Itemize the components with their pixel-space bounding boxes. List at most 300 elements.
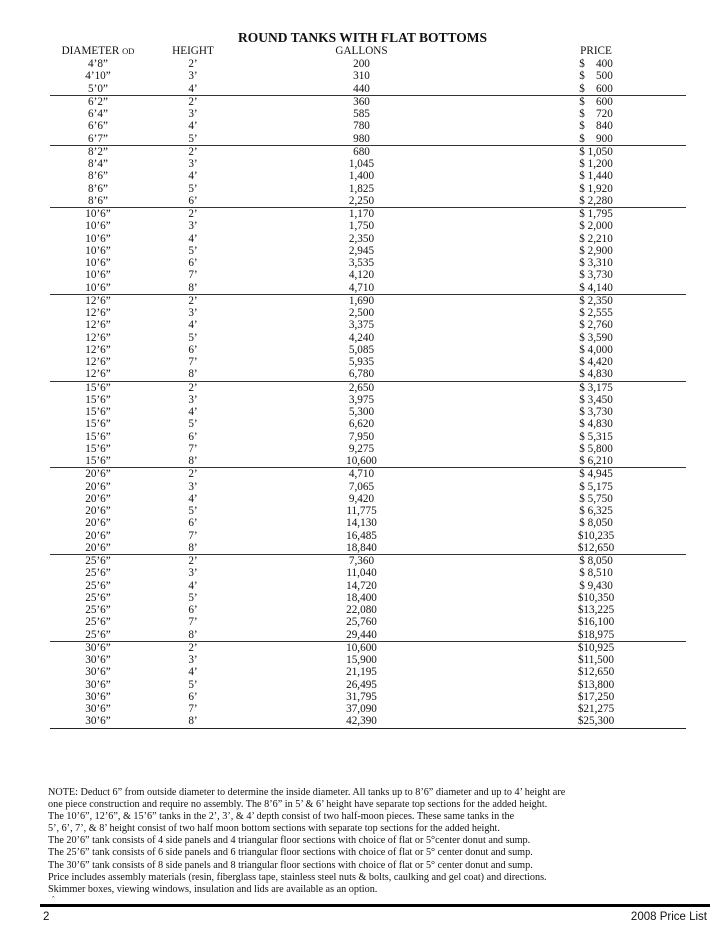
cell-diameter: 6’7” bbox=[88, 132, 108, 145]
cell-height: 8’ bbox=[188, 541, 198, 554]
cell-diameter: 20’6” bbox=[85, 492, 111, 505]
notes-section bbox=[48, 787, 688, 896]
cell-diameter: 8’6” bbox=[88, 182, 108, 195]
cell-price: $ 840 bbox=[579, 120, 613, 133]
cell-height: 4’ bbox=[188, 82, 198, 95]
cell-gallons: 4,710 bbox=[348, 468, 375, 481]
note-line: The 25’6” tank consists of 6 side panels and 6 triangular floor sections with choice of flat or 5° center donut and sump. bbox=[48, 847, 533, 859]
table-row bbox=[50, 654, 686, 666]
cell-gallons: 16,485 bbox=[346, 529, 377, 542]
cell-height: 3’ bbox=[188, 220, 198, 233]
cell-diameter: 10’6” bbox=[85, 257, 111, 269]
cell-height: 2’ bbox=[188, 555, 198, 567]
cell-height: 2’ bbox=[188, 208, 198, 220]
cell-price: $ 6,210 bbox=[579, 455, 613, 467]
cell-diameter: 30’6” bbox=[85, 690, 111, 703]
table-row bbox=[50, 616, 686, 628]
table-row bbox=[50, 691, 686, 703]
cell-gallons: 31,795 bbox=[346, 690, 377, 703]
cell-price: $18,975 bbox=[577, 628, 615, 641]
cell-price: $ 2,555 bbox=[579, 307, 613, 319]
cell-height: 2’ bbox=[188, 468, 198, 481]
cell-diameter: 25’6” bbox=[85, 579, 111, 592]
cell-height: 3’ bbox=[188, 654, 198, 666]
cell-gallons: 2,650 bbox=[348, 381, 375, 394]
cell-price: $ 1,200 bbox=[579, 158, 613, 170]
cell-gallons: 1,690 bbox=[348, 294, 375, 307]
table-group bbox=[50, 146, 686, 208]
cell-gallons: 360 bbox=[353, 95, 370, 108]
cell-height: 2’ bbox=[188, 58, 198, 70]
cell-diameter: 15’6” bbox=[85, 430, 111, 443]
cell-gallons: 6,780 bbox=[348, 368, 375, 381]
table-row bbox=[50, 344, 686, 356]
cell-price: $ 4,420 bbox=[579, 356, 613, 368]
cell-diameter: 12’6” bbox=[85, 356, 111, 368]
table-row bbox=[50, 382, 686, 394]
cell-gallons: 980 bbox=[353, 132, 370, 145]
cell-price: $ 5,800 bbox=[579, 442, 613, 455]
cell-height: 4’ bbox=[188, 319, 198, 332]
cell-gallons: 5,300 bbox=[348, 406, 375, 418]
table-row bbox=[50, 146, 686, 158]
cell-height: 7’ bbox=[188, 269, 198, 282]
cell-height: 7’ bbox=[188, 442, 198, 455]
cell-gallons: 14,720 bbox=[346, 579, 377, 592]
cell-diameter: 15’6” bbox=[85, 442, 111, 455]
cell-price: $12,650 bbox=[577, 666, 615, 679]
footer-title: 2008 Price List bbox=[630, 911, 707, 923]
cell-height: 7’ bbox=[188, 703, 198, 715]
cell-gallons: 5,935 bbox=[348, 356, 375, 368]
cell-diameter: 10’6” bbox=[85, 220, 111, 233]
cell-height: 6’ bbox=[188, 690, 198, 703]
cell-price: $ 1,920 bbox=[579, 182, 613, 195]
cell-price: $ 4,000 bbox=[579, 343, 613, 356]
cell-gallons: 4,120 bbox=[348, 269, 375, 282]
cell-price: $ 1,795 bbox=[579, 208, 613, 220]
table-row bbox=[50, 493, 686, 505]
header-diameter bbox=[50, 45, 146, 58]
stray-mark: ˆ bbox=[52, 895, 55, 904]
cell-diameter: 25’6” bbox=[85, 616, 111, 629]
cell-gallons: 310 bbox=[353, 70, 370, 83]
cell-price: $17,250 bbox=[577, 690, 615, 703]
cell-gallons: 29,440 bbox=[346, 628, 377, 641]
note-line: The 10’6”, 12’6”, & 15’6” tanks in the 2’, 3’, & 4’ depth consist of two half-moon pieces. These same tanks in the bbox=[48, 811, 515, 823]
table-group bbox=[50, 295, 686, 382]
cell-gallons: 585 bbox=[353, 108, 370, 120]
cell-diameter: 30’6” bbox=[85, 666, 111, 679]
table-group bbox=[50, 96, 686, 146]
cell-price: $ 5,750 bbox=[579, 492, 613, 505]
cell-gallons: 9,420 bbox=[348, 492, 375, 505]
cell-gallons: 200 bbox=[353, 58, 370, 70]
cell-price: $ 2,760 bbox=[579, 319, 613, 332]
cell-price: $ 3,310 bbox=[579, 257, 613, 269]
table-row bbox=[50, 208, 686, 220]
table-row bbox=[50, 133, 686, 145]
table-row bbox=[50, 183, 686, 195]
cell-gallons: 10,600 bbox=[346, 641, 377, 654]
cell-height: 4’ bbox=[188, 232, 198, 245]
cell-price: $ 600 bbox=[579, 82, 613, 95]
table-row bbox=[50, 319, 686, 331]
cell-gallons: 1,045 bbox=[348, 158, 375, 170]
table-group bbox=[50, 382, 686, 469]
table-row bbox=[50, 679, 686, 691]
cell-price: $ 2,280 bbox=[579, 194, 613, 207]
cell-price: $ 9,430 bbox=[579, 579, 613, 592]
cell-height: 3’ bbox=[188, 158, 198, 170]
table-row bbox=[50, 58, 686, 70]
table-row bbox=[50, 245, 686, 257]
table-row bbox=[50, 468, 686, 480]
cell-diameter: 15’6” bbox=[85, 418, 111, 431]
cell-diameter: 5’0” bbox=[88, 82, 108, 95]
cell-diameter: 30’6” bbox=[85, 678, 111, 691]
cell-price: $ 3,590 bbox=[579, 331, 613, 344]
cell-height: 7’ bbox=[188, 529, 198, 542]
table-body bbox=[50, 58, 686, 729]
table-group bbox=[50, 58, 686, 96]
cell-height: 4’ bbox=[188, 120, 198, 133]
cell-price: $25,300 bbox=[577, 715, 615, 728]
note-line: 5’, 6’, 7’, & 8’ height consist of two half moon bottom sections with separate top sections for the added height. bbox=[48, 823, 500, 835]
cell-gallons: 25,760 bbox=[346, 616, 377, 629]
table-row bbox=[50, 703, 686, 715]
cell-diameter: 25’6” bbox=[85, 591, 111, 604]
table-row bbox=[50, 332, 686, 344]
cell-height: 3’ bbox=[188, 567, 198, 580]
cell-height: 8’ bbox=[188, 281, 198, 294]
cell-height: 4’ bbox=[188, 170, 198, 183]
table-row bbox=[50, 70, 686, 82]
cell-diameter: 15’6” bbox=[85, 455, 111, 467]
cell-gallons: 9,275 bbox=[348, 442, 375, 455]
table-row bbox=[50, 282, 686, 294]
cell-height: 6’ bbox=[188, 430, 198, 443]
cell-diameter: 25’6” bbox=[85, 628, 111, 641]
cell-height: 8’ bbox=[188, 715, 198, 728]
cell-gallons: 11,775 bbox=[346, 505, 377, 517]
note-line: one piece construction and require no assembly. The 8’6” in 5’ & 6’ height have separate top sections for the added height. bbox=[48, 799, 548, 811]
cell-diameter: 12’6” bbox=[85, 368, 111, 381]
cell-gallons: 18,840 bbox=[346, 541, 377, 554]
cell-height: 5’ bbox=[188, 132, 198, 145]
cell-price: $ 1,440 bbox=[579, 170, 613, 183]
cell-height: 4’ bbox=[188, 406, 198, 418]
cell-price: $ 2,210 bbox=[579, 232, 613, 245]
table-group bbox=[50, 555, 686, 642]
cell-gallons: 10,600 bbox=[346, 455, 377, 467]
cell-diameter: 15’6” bbox=[85, 381, 111, 394]
cell-gallons: 2,945 bbox=[348, 244, 375, 257]
cell-diameter: 20’6” bbox=[85, 505, 111, 517]
cell-gallons: 680 bbox=[353, 145, 370, 158]
cell-gallons: 21,195 bbox=[346, 666, 377, 679]
table-row bbox=[50, 108, 686, 120]
cell-price: $ 720 bbox=[579, 108, 613, 120]
cell-height: 2’ bbox=[188, 294, 198, 307]
cell-price: $ 2,000 bbox=[579, 220, 613, 233]
cell-gallons: 3,375 bbox=[348, 319, 375, 332]
cell-diameter: 20’6” bbox=[85, 468, 111, 481]
table-row bbox=[50, 542, 686, 554]
cell-price: $ 8,510 bbox=[579, 567, 613, 580]
table-group bbox=[50, 468, 686, 555]
cell-price: $10,925 bbox=[577, 641, 615, 654]
cell-height: 6’ bbox=[188, 194, 198, 207]
cell-gallons: 2,350 bbox=[348, 232, 375, 245]
header-diameter-suffix: OD bbox=[122, 46, 135, 56]
cell-height: 3’ bbox=[188, 307, 198, 319]
cell-diameter: 25’6” bbox=[85, 567, 111, 580]
cell-height: 4’ bbox=[188, 492, 198, 505]
cell-price: $ 3,450 bbox=[579, 393, 613, 406]
table-row bbox=[50, 368, 686, 380]
note-line: NOTE: Deduct 6” from outside diameter to determine the inside diameter. All tanks up to 8’6” diameter and up to 4’ height are bbox=[48, 787, 566, 798]
cell-price: $ 1,050 bbox=[579, 145, 613, 158]
cell-gallons: 6,620 bbox=[348, 418, 375, 431]
table-header bbox=[50, 45, 686, 58]
cell-height: 3’ bbox=[188, 70, 198, 83]
cell-height: 8’ bbox=[188, 368, 198, 381]
cell-gallons: 4,240 bbox=[348, 331, 375, 344]
note-line: Skimmer boxes, viewing windows, insulation and lids are available as an option. bbox=[48, 883, 378, 895]
page-title: ROUND TANKS WITH FLAT BOTTOMS bbox=[237, 30, 488, 45]
cell-diameter: 6’4” bbox=[88, 108, 108, 120]
table-row bbox=[50, 629, 686, 641]
cell-height: 6’ bbox=[188, 517, 198, 530]
cell-diameter: 10’6” bbox=[85, 281, 111, 294]
cell-height: 2’ bbox=[188, 95, 198, 108]
cell-diameter: 6’2” bbox=[88, 95, 108, 108]
cell-diameter: 10’6” bbox=[85, 244, 111, 257]
cell-diameter: 12’6” bbox=[85, 294, 111, 307]
cell-diameter: 25’6” bbox=[85, 604, 111, 616]
cell-price: $13,800 bbox=[577, 678, 615, 691]
cell-price: $ 3,175 bbox=[579, 381, 613, 394]
cell-height: 4’ bbox=[188, 579, 198, 592]
cell-gallons: 2,500 bbox=[348, 307, 375, 319]
cell-price: $ 8,050 bbox=[579, 517, 613, 530]
table-row bbox=[50, 530, 686, 542]
cell-diameter: 15’6” bbox=[85, 406, 111, 418]
cell-diameter: 12’6” bbox=[85, 331, 111, 344]
table-row bbox=[50, 580, 686, 592]
cell-gallons: 2,250 bbox=[348, 194, 375, 207]
cell-gallons: 14,130 bbox=[346, 517, 377, 530]
table-row bbox=[50, 555, 686, 567]
cell-diameter: 8’6” bbox=[88, 170, 108, 183]
cell-diameter: 8’6” bbox=[88, 194, 108, 207]
table-group bbox=[50, 642, 686, 729]
cell-gallons: 1,750 bbox=[348, 220, 375, 233]
cell-gallons: 15,900 bbox=[346, 654, 377, 666]
cell-diameter: 20’6” bbox=[85, 541, 111, 554]
cell-height: 5’ bbox=[188, 182, 198, 195]
table-row bbox=[50, 406, 686, 418]
cell-price: $ 5,175 bbox=[579, 480, 613, 493]
cell-diameter: 8’2” bbox=[88, 145, 108, 158]
cell-diameter: 6’6” bbox=[88, 120, 108, 133]
cell-diameter: 15’6” bbox=[85, 393, 111, 406]
cell-height: 3’ bbox=[188, 108, 198, 120]
note-line: The 20’6” tank consists of 4 side panels and 4 triangular floor sections with choice of flat or 5°center donut and sump. bbox=[48, 835, 531, 847]
cell-price: $ 2,350 bbox=[579, 294, 613, 307]
table-row bbox=[50, 505, 686, 517]
cell-price: $ 8,050 bbox=[579, 555, 613, 567]
cell-gallons: 7,360 bbox=[348, 555, 375, 567]
header-gallons: GALLONS bbox=[335, 45, 388, 57]
price-table bbox=[50, 45, 686, 729]
cell-height: 6’ bbox=[188, 257, 198, 269]
cell-price: $ 400 bbox=[579, 58, 613, 70]
table-group bbox=[50, 208, 686, 295]
table-row bbox=[50, 394, 686, 406]
table-row bbox=[50, 567, 686, 579]
cell-price: $ 4,945 bbox=[579, 468, 613, 481]
table-row bbox=[50, 666, 686, 678]
table-row bbox=[50, 481, 686, 493]
header-height: HEIGHT bbox=[172, 45, 214, 57]
header-price: PRICE bbox=[580, 45, 612, 57]
cell-gallons: 42,390 bbox=[346, 715, 377, 728]
footer-divider bbox=[40, 904, 710, 907]
cell-height: 8’ bbox=[188, 628, 198, 641]
cell-diameter: 4’10” bbox=[85, 70, 111, 83]
cell-diameter: 4’8” bbox=[88, 58, 108, 70]
table-row bbox=[50, 295, 686, 307]
cell-diameter: 20’6” bbox=[85, 480, 111, 493]
cell-gallons: 37,090 bbox=[346, 703, 377, 715]
cell-price: $10,235 bbox=[577, 529, 615, 542]
cell-price: $ 500 bbox=[579, 70, 613, 83]
cell-diameter: 8’4” bbox=[88, 158, 108, 170]
cell-price: $ 2,900 bbox=[579, 244, 613, 257]
table-row bbox=[50, 592, 686, 604]
note-line: The 30’6” tank consists of 8 side panels and 8 triangular floor sections with choice of flat or 5° center donut and sump. bbox=[48, 859, 533, 871]
table-row bbox=[50, 715, 686, 727]
cell-height: 5’ bbox=[188, 505, 198, 517]
cell-price: $ 4,140 bbox=[579, 281, 613, 294]
cell-price: $ 3,730 bbox=[579, 406, 613, 418]
cell-gallons: 7,065 bbox=[348, 480, 375, 493]
cell-gallons: 22,080 bbox=[346, 604, 377, 616]
table-row bbox=[50, 356, 686, 368]
cell-gallons: 18,400 bbox=[346, 591, 377, 604]
cell-diameter: 10’6” bbox=[85, 208, 111, 220]
cell-gallons: 11,040 bbox=[346, 567, 377, 580]
cell-diameter: 10’6” bbox=[85, 232, 111, 245]
table-row bbox=[50, 517, 686, 529]
cell-height: 5’ bbox=[188, 331, 198, 344]
cell-height: 7’ bbox=[188, 616, 198, 629]
cell-gallons: 3,975 bbox=[348, 393, 375, 406]
table-row bbox=[50, 642, 686, 654]
cell-price: $13,225 bbox=[577, 604, 615, 616]
table-row bbox=[50, 195, 686, 207]
cell-price: $12,650 bbox=[577, 541, 615, 554]
cell-height: 6’ bbox=[188, 604, 198, 616]
cell-price: $ 4,830 bbox=[579, 368, 613, 381]
cell-diameter: 10’6” bbox=[85, 269, 111, 282]
cell-height: 5’ bbox=[188, 591, 198, 604]
cell-gallons: 26,495 bbox=[346, 678, 377, 691]
cell-gallons: 7,950 bbox=[348, 430, 375, 443]
cell-price: $ 4,830 bbox=[579, 418, 613, 431]
cell-height: 2’ bbox=[188, 381, 198, 394]
table-row bbox=[50, 418, 686, 430]
cell-gallons: 1,170 bbox=[348, 208, 375, 220]
cell-gallons: 3,535 bbox=[348, 257, 375, 269]
table-row bbox=[50, 158, 686, 170]
cell-price: $ 5,315 bbox=[579, 430, 613, 443]
table-row bbox=[50, 431, 686, 443]
cell-gallons: 780 bbox=[353, 120, 370, 133]
header-diameter-label: DIAMETER bbox=[61, 45, 120, 57]
table-row bbox=[50, 455, 686, 467]
table-row bbox=[50, 96, 686, 108]
cell-height: 8’ bbox=[188, 455, 198, 467]
cell-price: $11,500 bbox=[578, 654, 614, 666]
cell-height: 3’ bbox=[188, 393, 198, 406]
cell-diameter: 30’6” bbox=[85, 641, 111, 654]
table-row bbox=[50, 120, 686, 132]
cell-gallons: 1,400 bbox=[348, 170, 375, 183]
cell-height: 5’ bbox=[188, 418, 198, 431]
cell-diameter: 30’6” bbox=[85, 703, 111, 715]
cell-height: 6’ bbox=[188, 343, 198, 356]
cell-gallons: 5,085 bbox=[348, 343, 375, 356]
table-row bbox=[50, 170, 686, 182]
cell-price: $ 900 bbox=[579, 132, 613, 145]
table-row bbox=[50, 83, 686, 95]
cell-height: 5’ bbox=[188, 678, 198, 691]
cell-price: $21,275 bbox=[577, 703, 615, 715]
cell-diameter: 12’6” bbox=[85, 319, 111, 332]
cell-price: $ 6,325 bbox=[579, 505, 613, 517]
table-row bbox=[50, 269, 686, 281]
cell-price: $10,350 bbox=[577, 591, 615, 604]
cell-diameter: 20’6” bbox=[85, 517, 111, 530]
cell-price: $16,100 bbox=[577, 616, 615, 629]
cell-height: 4’ bbox=[188, 666, 198, 679]
page-number: 2 bbox=[43, 911, 50, 923]
cell-height: 5’ bbox=[188, 244, 198, 257]
cell-price: $ 3,730 bbox=[579, 269, 613, 282]
table-row bbox=[50, 257, 686, 269]
cell-diameter: 30’6” bbox=[85, 715, 111, 728]
cell-diameter: 25’6” bbox=[85, 555, 111, 567]
table-row bbox=[50, 443, 686, 455]
table-row bbox=[50, 307, 686, 319]
cell-height: 2’ bbox=[188, 145, 198, 158]
cell-height: 2’ bbox=[188, 641, 198, 654]
table-row bbox=[50, 233, 686, 245]
cell-gallons: 4,710 bbox=[348, 281, 375, 294]
cell-diameter: 30’6” bbox=[85, 654, 111, 666]
table-row bbox=[50, 220, 686, 232]
table-row bbox=[50, 604, 686, 616]
cell-diameter: 12’6” bbox=[85, 343, 111, 356]
cell-height: 3’ bbox=[188, 480, 198, 493]
cell-diameter: 12’6” bbox=[85, 307, 111, 319]
cell-price: $ 600 bbox=[579, 95, 613, 108]
cell-diameter: 20’6” bbox=[85, 529, 111, 542]
note-line: Price includes assembly materials (resin, fiberglass tape, stainless steel nuts & bolts, caulking and gel coat) and directions. bbox=[48, 871, 547, 883]
